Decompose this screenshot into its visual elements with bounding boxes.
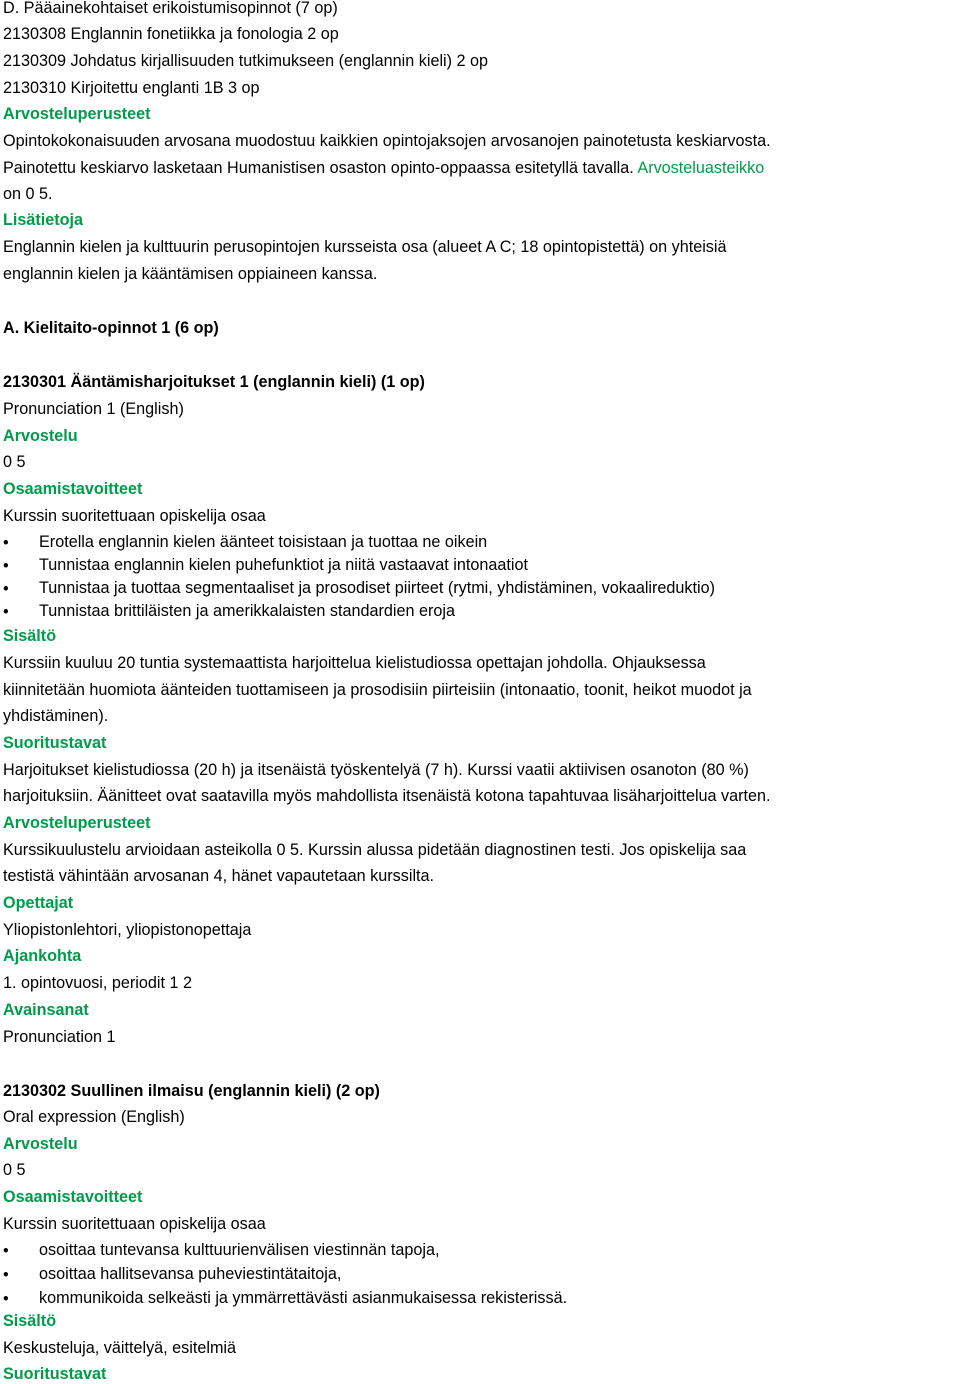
course1-arvostelu: 0 5 [3,453,26,471]
list-item: Erotella englannin kielen äänteet toisistaan ja tuottaa ne oikein [39,533,488,551]
paragraph-line: yhdistäminen). [3,707,109,725]
paragraph-line: englannin kielen ja kääntämisen oppiaineen kanssa. [3,265,378,283]
course2-heading-osaamistavoitteet: Osaamistavoitteet [3,1188,143,1206]
course-line-2130308: 2130308 Englannin fonetiikka ja fonologia 2 op [3,25,339,43]
paragraph-line: Kurssikuulustelu arvioidaan asteikolla 0 5. Kurssin alussa pidetään diagnostinen testi. Jos opiskelija saa [3,841,747,859]
course2-sisalto: Keskusteluja, väittelyä, esitelmiä [3,1339,237,1357]
course1-heading-opettajat: Opettajat [3,894,74,912]
paragraph-text: Painotettu keskiarvo lasketaan Humanistisen osaston opinto-oppaassa esitetyllä tavalla. [3,159,638,177]
list-item: Tunnistaa ja tuottaa segmentaaliset ja prosodiset piirteet (rytmi, yhdistäminen, vokaalireduktio) [39,579,716,597]
course1-opettajat: Yliopistonlehtori, yliopistonopettaja [3,921,252,939]
course-line-2130310: 2130310 Kirjoitettu englanti 1B 3 op [3,79,260,97]
list-item: Tunnistaa brittiläisten ja amerikkalaisten standardien eroja [39,602,455,620]
course2-heading-sisalto: Sisältö [3,1312,57,1330]
course1-title: 2130301 Ääntämisharjoitukset 1 (englannin kieli) (1 op) [3,373,425,391]
list-item: Tunnistaa englannin kielen puhefunktiot ja niitä vastaavat intonaatiot [39,556,528,574]
arvosteluasteikko-label: Arvosteluasteikko [637,159,765,177]
list-item: kommunikoida selkeästi ja ymmärrettävästi asianmukaisessa rekisterissä. [39,1289,568,1307]
paragraph-line: Opintokokonaisuuden arvosana muodostuu kaikkien opintojaksojen arvosanojen painotetusta keskiarvosta. [3,132,771,150]
course1-heading-suoritustavat: Suoritustavat [3,734,107,752]
paragraph-line: harjoituksiin. Äänitteet ovat saatavilla myös mahdollista itsenäistä kotona tapahtuvaa lisäharjoittelua varten. [3,787,771,805]
bullet-icon: • [3,1266,9,1284]
heading-lisatietoja: Lisätietoja [3,211,84,229]
paragraph-line: kiinnitetään huomiota äänteiden tuottamiseen ja prosodisiin piirteisiin (intonaatio, toonit, heikot muodot ja [3,681,752,699]
course1-heading-ajankohta: Ajankohta [3,947,82,965]
heading-section-d: D. Pääainekohtaiset erikoistumisopinnot (7 op) [3,0,338,17]
course1-heading-arvostelu: Arvostelu [3,427,78,445]
bullet-icon: • [3,534,9,552]
list-item: osoittaa hallitsevansa puheviestintätaitoja, [39,1265,342,1283]
bullet-icon: • [3,557,9,575]
paragraph-line [3,160,764,176]
course1-ajankohta: 1. opintovuosi, periodit 1 2 [3,974,192,992]
list-item: osoittaa tuntevansa kulttuurienvälisen viestinnän tapoja, [39,1241,440,1259]
course2-intro: Kurssin suoritettuaan opiskelija osaa [3,1215,266,1233]
paragraph-line: on 0 5. [3,185,53,203]
course1-english-name: Pronunciation 1 (English) [3,400,184,418]
course2-english-name: Oral expression (English) [3,1108,185,1126]
course1-heading-osaamistavoitteet: Osaamistavoitteet [3,480,143,498]
bullet-icon: • [3,603,9,621]
course-line-2130309: 2130309 Johdatus kirjallisuuden tutkimukseen (englannin kieli) 2 op [3,52,489,70]
course2-arvostelu: 0 5 [3,1161,26,1179]
course1-heading-sisalto: Sisältö [3,627,57,645]
course1-avainsanat: Pronunciation 1 [3,1028,116,1046]
course2-title: 2130302 Suullinen ilmaisu (englannin kieli) (2 op) [3,1082,380,1100]
course1-heading-arvosteluperusteet: Arvosteluperusteet [3,814,151,832]
heading-arvosteluperusteet: Arvosteluperusteet [3,105,151,123]
paragraph-line: Harjoitukset kielistudiossa (20 h) ja itsenäistä työskentelyä (7 h). Kurssi vaatii aktiivisen osanoton (80 %) [3,761,749,779]
section-a-title: A. Kielitaito-opinnot 1 (6 op) [3,319,219,337]
bullet-icon: • [3,1290,9,1308]
course1-intro: Kurssin suoritettuaan opiskelija osaa [3,507,266,525]
bullet-icon: • [3,1242,9,1260]
course1-heading-avainsanat: Avainsanat [3,1001,89,1019]
paragraph-line: Englannin kielen ja kulttuurin perusopintojen kursseista osa (alueet A C; 18 opintopistettä) on yhteisiä [3,238,727,256]
paragraph-line: testistä vähintään arvosanan 4, hänet vapautetaan kurssilta. [3,867,435,885]
course2-heading-arvostelu: Arvostelu [3,1135,78,1153]
paragraph-line: Kurssiin kuuluu 20 tuntia systemaattista harjoittelua kielistudiossa opettajan johdolla. Ohjauksessa [3,654,706,672]
bullet-icon: • [3,580,9,598]
course2-heading-suoritustavat: Suoritustavat [3,1365,107,1383]
